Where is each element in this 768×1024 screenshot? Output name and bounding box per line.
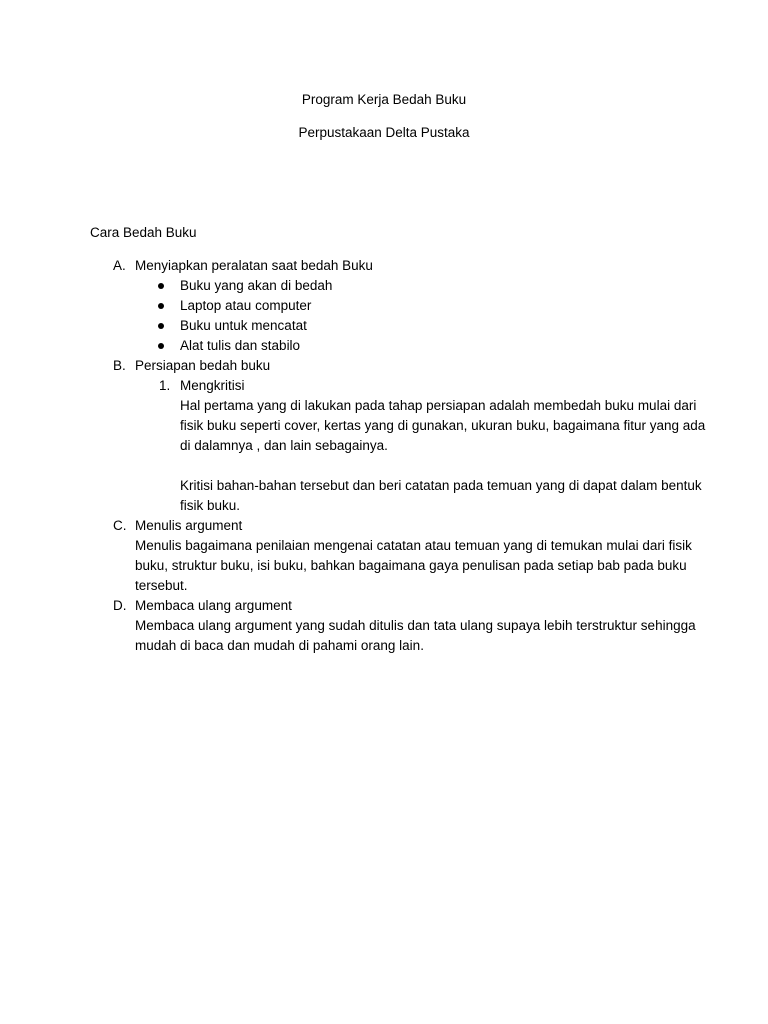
paragraph-line: Menulis bagaimana penilaian mengenai catatan atau temuan yang di temukan mulai dari fisik [135, 538, 692, 553]
bullet-point [158, 283, 164, 289]
bullet-item: Buku yang akan di bedah [180, 278, 333, 293]
bullet-item: Buku untuk mencatat [180, 318, 307, 333]
bullet-item: Laptop atau computer [180, 298, 312, 313]
paragraph-line: Membaca ulang argument yang sudah ditulis dan tata ulang supaya lebih terstruktur sehingga [135, 618, 696, 633]
document-subtitle: Perpustakaan Delta Pustaka [298, 125, 470, 140]
bullet-point [158, 343, 164, 349]
bullet-point [158, 303, 164, 309]
list-marker-a: A. [113, 258, 126, 273]
sublist-item-label: Mengkritisi [180, 378, 245, 393]
list-marker-c: C. [113, 518, 127, 533]
list-marker-d: D. [113, 598, 127, 613]
list-item-a-label: Menyiapkan peralatan saat bedah Buku [135, 258, 373, 273]
paragraph-line: buku, struktur buku, isi buku, bahkan bagaimana gaya penulisan pada setiap bab pada buku [135, 558, 687, 573]
paragraph-line: tersebut. [135, 578, 188, 593]
sublist-marker-1: 1. [159, 378, 171, 393]
list-marker-b: B. [113, 358, 126, 373]
paragraph-line: di dalamnya , dan lain sebagainya. [180, 438, 388, 453]
paragraph-line: fisik buku seperti cover, kertas yang di gunakan, ukuran buku, bagaimana fitur yang ada [180, 418, 706, 433]
bullet-item: Alat tulis dan stabilo [180, 338, 301, 353]
list-item-b-label: Persiapan bedah buku [135, 358, 271, 373]
paragraph-line: Kritisi bahan-bahan tersebut dan beri catatan pada temuan yang di dapat dalam bentuk [180, 478, 702, 493]
list-item-c-label: Menulis argument [135, 518, 243, 533]
paragraph-line: Hal pertama yang di lakukan pada tahap persiapan adalah membedah buku mulai dari [180, 398, 697, 413]
section-heading: Cara Bedah Buku [90, 225, 197, 240]
bullet-point [158, 323, 164, 329]
paragraph-line: fisik buku. [180, 498, 241, 513]
document-title: Program Kerja Bedah Buku [301, 92, 467, 107]
paragraph-line: mudah di baca dan mudah di pahami orang lain. [135, 638, 424, 653]
list-item-d-label: Membaca ulang argument [135, 598, 292, 613]
